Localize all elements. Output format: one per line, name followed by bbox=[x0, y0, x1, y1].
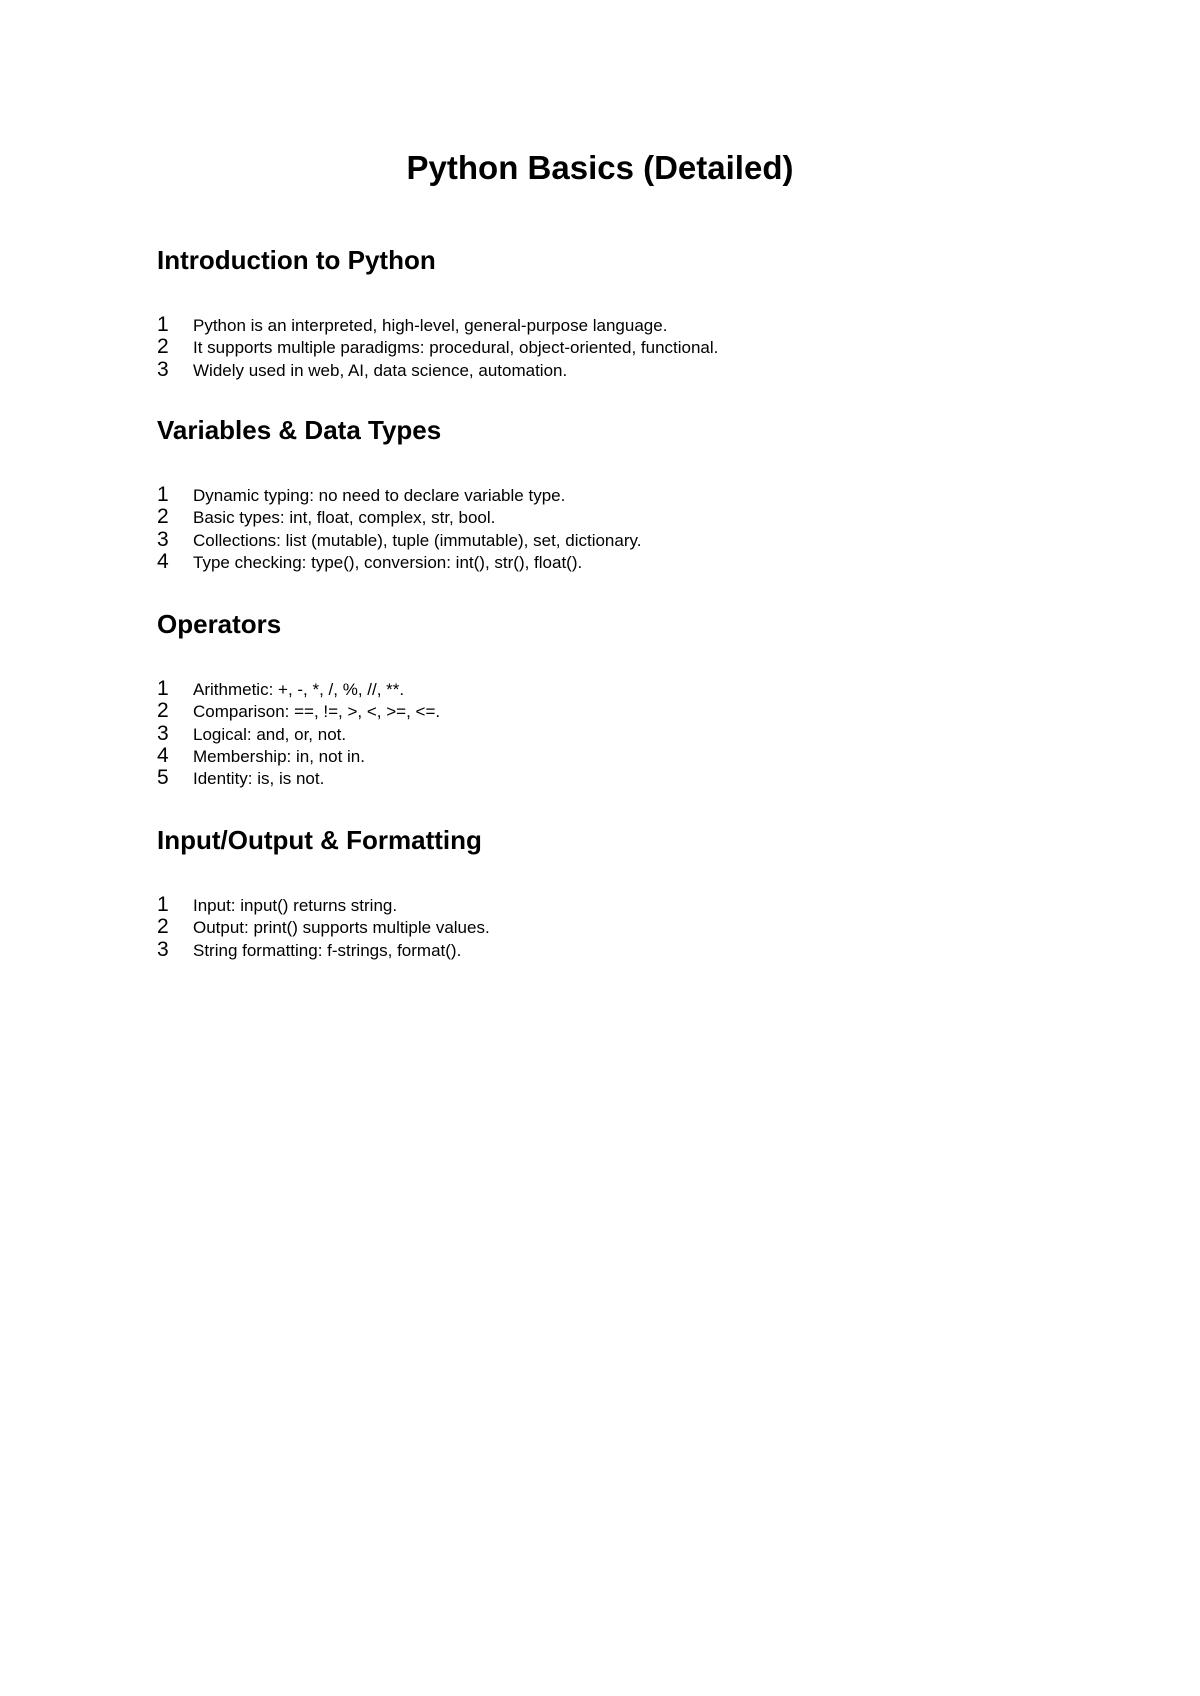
list-item bbox=[157, 745, 1057, 767]
numbered-list bbox=[157, 314, 1057, 381]
page-title: Python Basics (Detailed) bbox=[406, 149, 794, 186]
item-number: 4 bbox=[157, 743, 169, 767]
list-item bbox=[157, 359, 1057, 381]
item-text: Membership: in, not in. bbox=[193, 746, 365, 766]
numbered-list bbox=[157, 484, 1057, 573]
list-item bbox=[157, 939, 1057, 961]
item-text: Input: input() returns string. bbox=[193, 896, 398, 915]
list-item bbox=[157, 314, 1057, 336]
item-number: 1 bbox=[157, 893, 169, 916]
item-number: 3 bbox=[157, 527, 169, 551]
list-item bbox=[157, 894, 1057, 916]
numbered-list bbox=[157, 678, 1057, 789]
item-text: Widely used in web, AI, data science, automation. bbox=[193, 360, 568, 380]
list-item bbox=[157, 336, 1057, 358]
item-number: 1 bbox=[157, 677, 169, 700]
item-number: 2 bbox=[157, 699, 169, 723]
item-number: 2 bbox=[157, 505, 169, 529]
item-number: 1 bbox=[157, 313, 169, 336]
item-text: Dynamic typing: no need to declare variable type. bbox=[193, 486, 566, 505]
section-variables-data-types bbox=[157, 414, 1057, 573]
section-heading: Input/Output & Formatting bbox=[157, 825, 482, 855]
list-item bbox=[157, 678, 1057, 700]
item-number: 3 bbox=[157, 357, 169, 381]
item-number: 2 bbox=[157, 915, 169, 939]
item-text: Arithmetic: +, -, *, /, %, //, **. bbox=[193, 680, 405, 699]
item-number: 1 bbox=[157, 483, 169, 506]
item-number: 3 bbox=[157, 721, 169, 745]
item-number: 2 bbox=[157, 335, 169, 359]
item-text: Comparison: ==, !=, >, <, >=, <=. bbox=[193, 702, 441, 722]
section-operators bbox=[157, 608, 1057, 789]
item-number: 4 bbox=[157, 549, 169, 573]
list-item bbox=[157, 529, 1057, 551]
section-input-output bbox=[157, 824, 1057, 961]
item-text: It supports multiple paradigms: procedural, object-oriented, functional. bbox=[193, 338, 719, 358]
section-heading: Operators bbox=[157, 609, 282, 639]
section-heading: Introduction to Python bbox=[157, 245, 436, 275]
section-introduction bbox=[157, 244, 1057, 381]
numbered-list bbox=[157, 894, 1057, 961]
item-text: Identity: is, is not. bbox=[193, 769, 325, 789]
item-number: 3 bbox=[157, 937, 169, 961]
item-text: Logical: and, or, not. bbox=[193, 724, 347, 744]
item-text: Collections: list (mutable), tuple (immutable), set, dictionary. bbox=[193, 530, 642, 550]
item-text: Type checking: type(), conversion: int(), str(), float(). bbox=[193, 552, 583, 572]
item-text: Python is an interpreted, high-level, general-purpose language. bbox=[193, 316, 668, 335]
list-item bbox=[157, 506, 1057, 528]
list-item bbox=[157, 916, 1057, 938]
section-heading: Variables & Data Types bbox=[157, 415, 442, 445]
item-text: String formatting: f-strings, format(). bbox=[193, 940, 462, 960]
item-number: 5 bbox=[157, 766, 169, 790]
list-item bbox=[157, 700, 1057, 722]
list-item bbox=[157, 723, 1057, 745]
list-item bbox=[157, 484, 1057, 506]
list-item bbox=[157, 551, 1057, 573]
item-text: Basic types: int, float, complex, str, bool. bbox=[193, 508, 496, 528]
list-item bbox=[157, 767, 1057, 789]
item-text: Output: print() supports multiple values. bbox=[193, 918, 490, 938]
